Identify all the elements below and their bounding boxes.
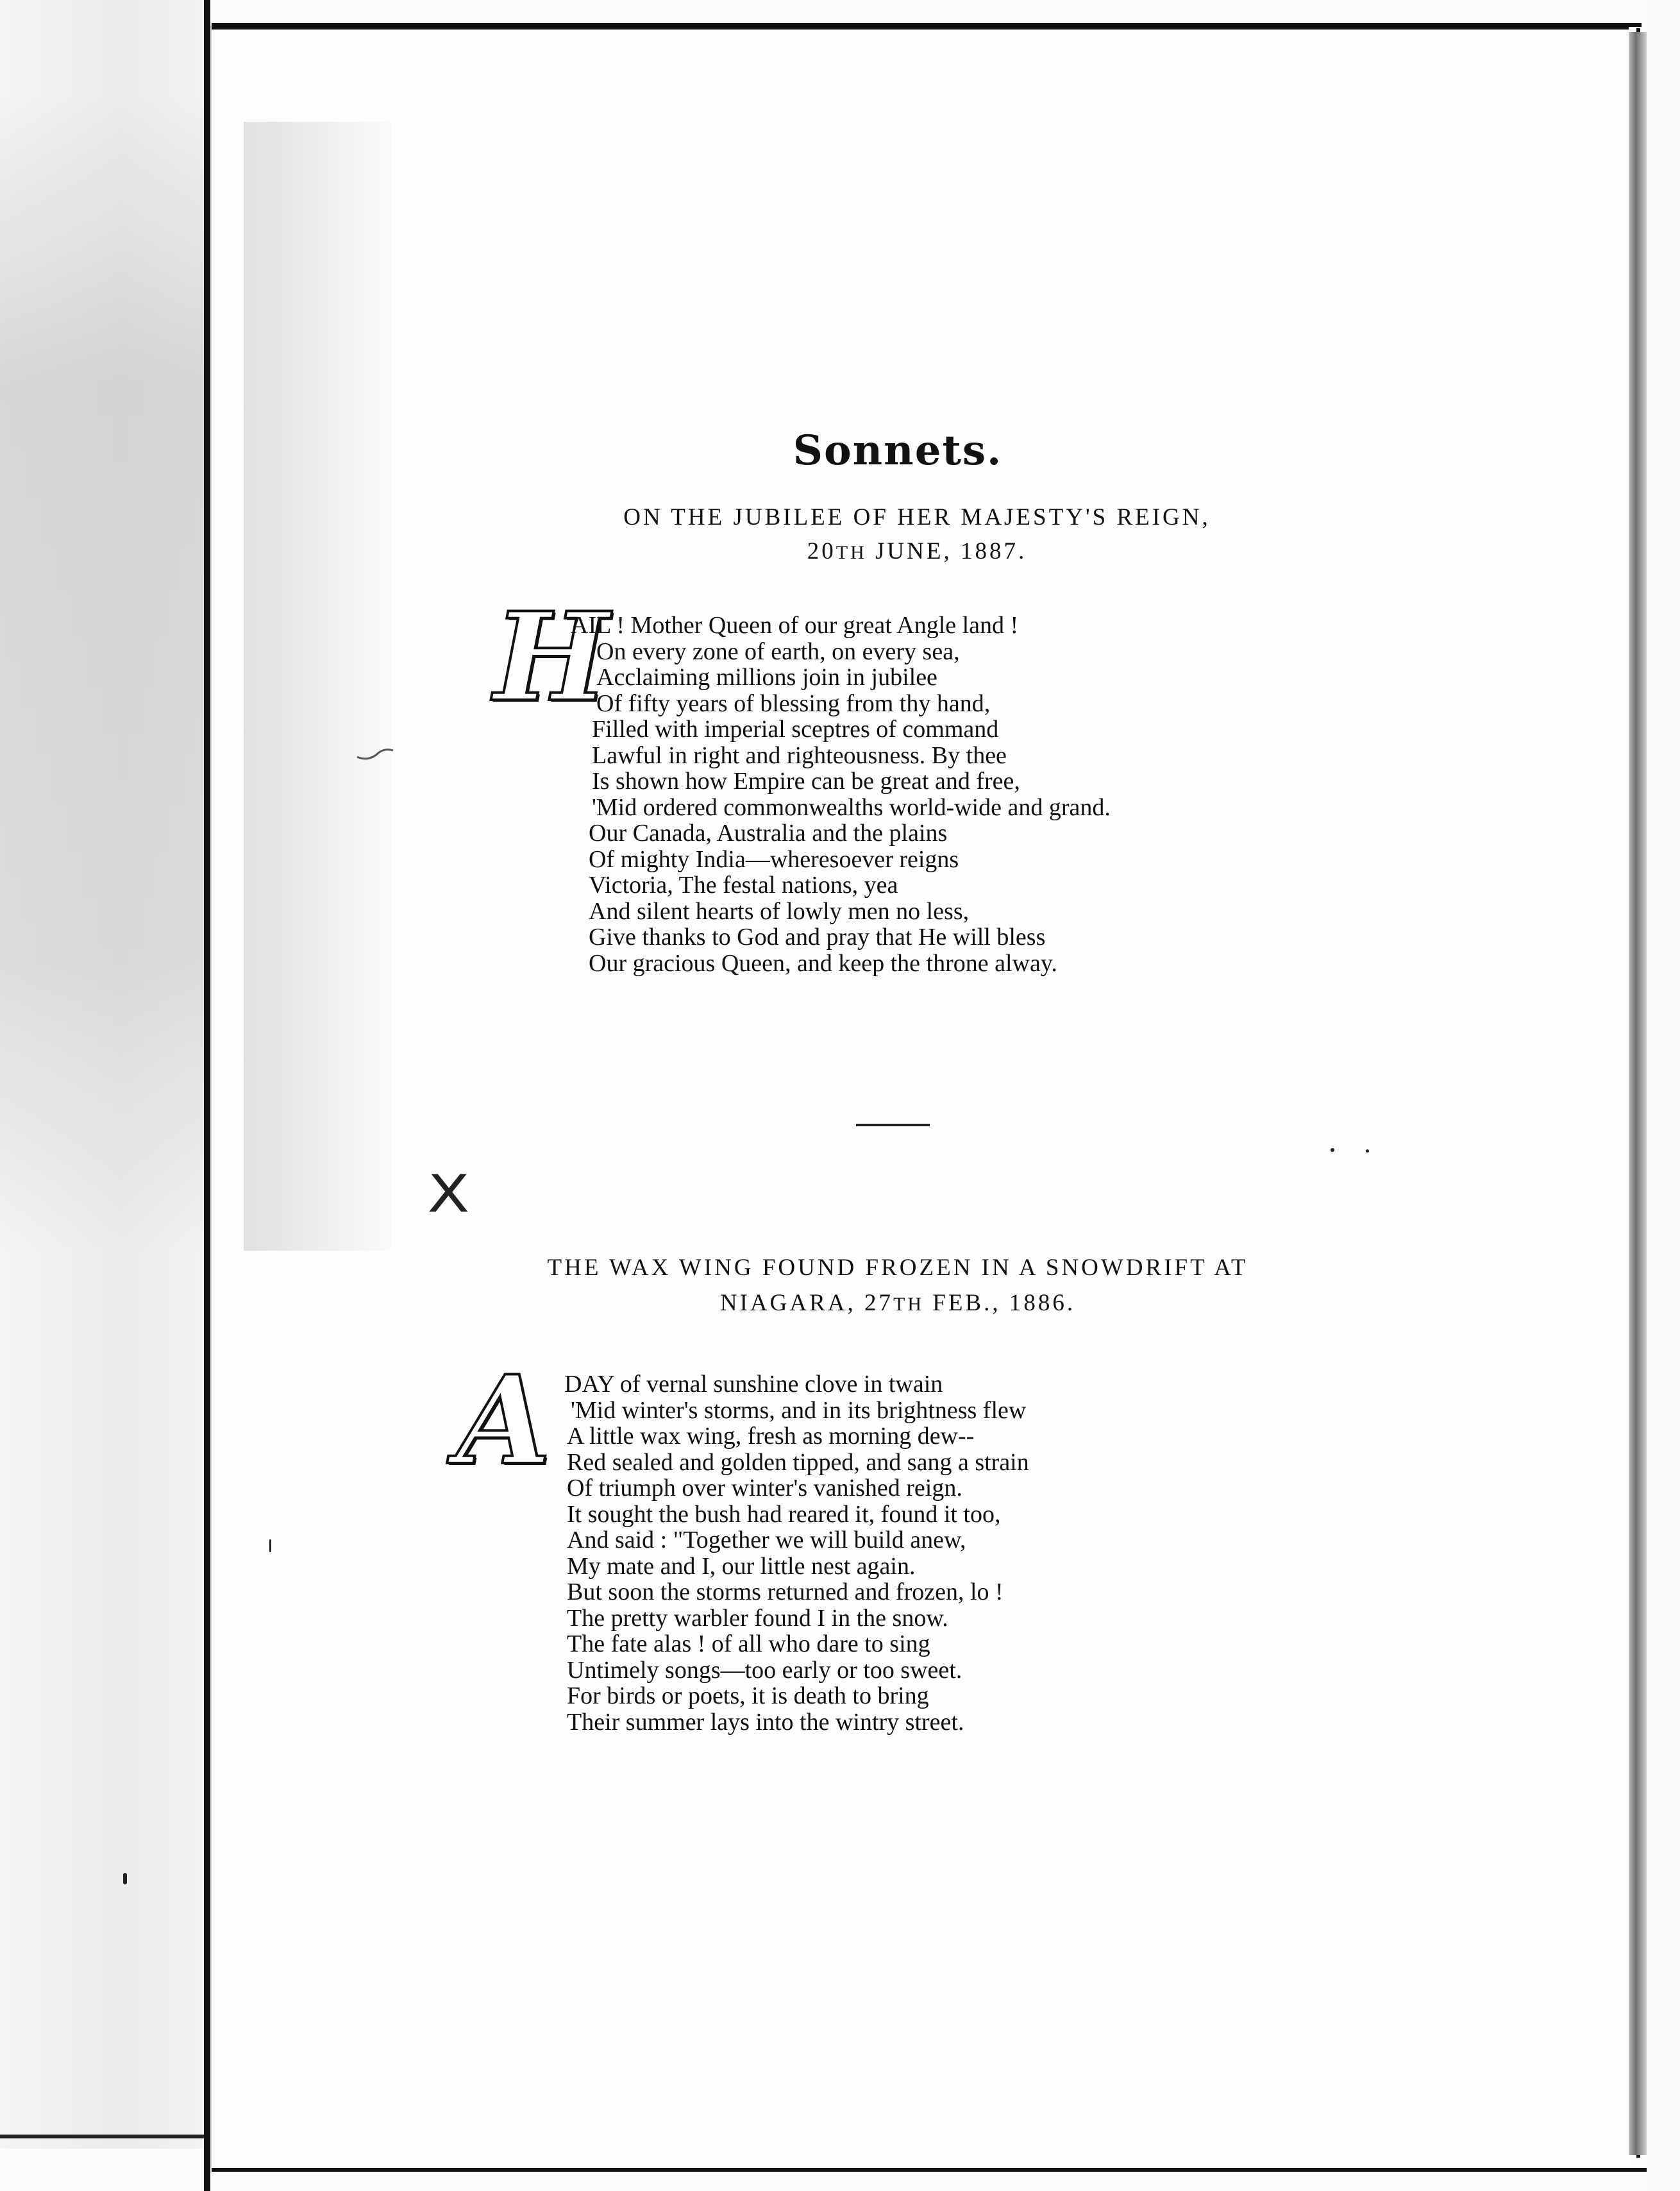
poem1-title: ON THE JUBILEE OF HER MAJESTY'S REIGN, (623, 504, 1211, 530)
poem-line: Is shown how Empire can be great and free, (592, 768, 1020, 795)
left-page-bottom-edge (0, 2135, 204, 2138)
page-stack-edge (1629, 32, 1647, 2155)
poem-line: The pretty warbler found I in the snow. (567, 1604, 948, 1632)
margin-mark: X (427, 1164, 470, 1224)
pencil-scribble (356, 744, 394, 763)
poem-line: But soon the storms returned and frozen, lo ! (567, 1578, 1004, 1605)
poem2-date-rest: FEB., 1886. (924, 1290, 1076, 1316)
poem1-body (571, 613, 1111, 976)
poem-line: DAY of vernal sunshine clove in twain (564, 1371, 943, 1398)
poem-line: Our Canada, Australia and the plains (589, 820, 948, 847)
page-top-edge (212, 23, 1642, 27)
poem-line: Victoria, The festal nations, yea (589, 872, 898, 899)
scan-speck (1331, 1148, 1334, 1152)
poem-line: 'Mid ordered commonwealths world-wide and grand. (592, 793, 1111, 821)
poem2-body (551, 1371, 1029, 1735)
poem2-title: THE WAX WING FOUND FROZEN IN A SNOWDRIFT AT (547, 1255, 1248, 1281)
poem-line: 'Mid winter's storms, and in its brightness flew (571, 1396, 1027, 1424)
poem-line: The fate alas ! of all who dare to sing (567, 1630, 930, 1657)
poem-line: Acclaiming millions join in jubilee (596, 664, 937, 691)
section-divider (856, 1124, 930, 1126)
poem-line: Of mighty India—wheresoever reigns (589, 845, 959, 873)
poem-line: Of triumph over winter's vanished reign. (567, 1475, 962, 1502)
left-page-edge (204, 0, 210, 2191)
poem-line: AIL ! Mother Queen of our great Angle land ! (571, 612, 1019, 639)
poem-line: Filled with imperial sceptres of command (592, 716, 999, 743)
poem-line: For birds or poets, it is death to bring (567, 1682, 929, 1709)
poem1-date (660, 537, 1173, 565)
scan-speck (123, 1873, 127, 1884)
poem-line: And said : "Together we will build anew, (567, 1527, 966, 1553)
poem1-date-suffix: TH (836, 542, 867, 563)
page-bottom-edge (212, 2168, 1648, 2172)
poem-line: Untimely songs—too early or too sweet. (567, 1656, 962, 1684)
right-page (212, 26, 1629, 2172)
poem-line: Our gracious Queen, and keep the throne alway. (589, 949, 1057, 977)
poem2-date (596, 1289, 1199, 1317)
poem-line: Their summer lays into the wintry street. (567, 1708, 964, 1736)
poem-line: It sought the bush had reared it, found it too, (567, 1500, 1001, 1528)
poem2-date-suffix: TH (893, 1294, 924, 1315)
poem-line: Lawful in right and righteousness. By thee (592, 741, 1007, 769)
page-heading: Sonnets. (793, 427, 1003, 475)
poem-line: Give thanks to God and pray that He will bless (589, 924, 1046, 951)
poem1-dropcap: H (494, 586, 609, 729)
poem-line: My mate and I, our little nest again. (567, 1552, 916, 1580)
poem-line: A little wax wing, fresh as morning dew-- (567, 1423, 975, 1450)
poem-line: On every zone of earth, on every sea, (596, 638, 960, 665)
poem1-date-day: 20 (807, 538, 836, 564)
scan-margin-right (1647, 0, 1680, 2191)
poem1-date-rest: JUNE, 1887. (866, 538, 1027, 564)
scan-speck (269, 1539, 271, 1552)
poem-line: And silent hearts of lowly men no less, (589, 897, 970, 925)
left-page-shadow (0, 96, 204, 1251)
right-page-shadow (244, 122, 391, 1251)
poem-line: Of fifty years of blessing from thy hand, (596, 689, 991, 717)
poem-line: Red sealed and golden tipped, and sang a strain (567, 1448, 1029, 1476)
scan-speck (1366, 1149, 1369, 1153)
poem2-dropcap: A (457, 1349, 551, 1492)
poem2-date-pre: NIAGARA, 27 (719, 1290, 893, 1316)
